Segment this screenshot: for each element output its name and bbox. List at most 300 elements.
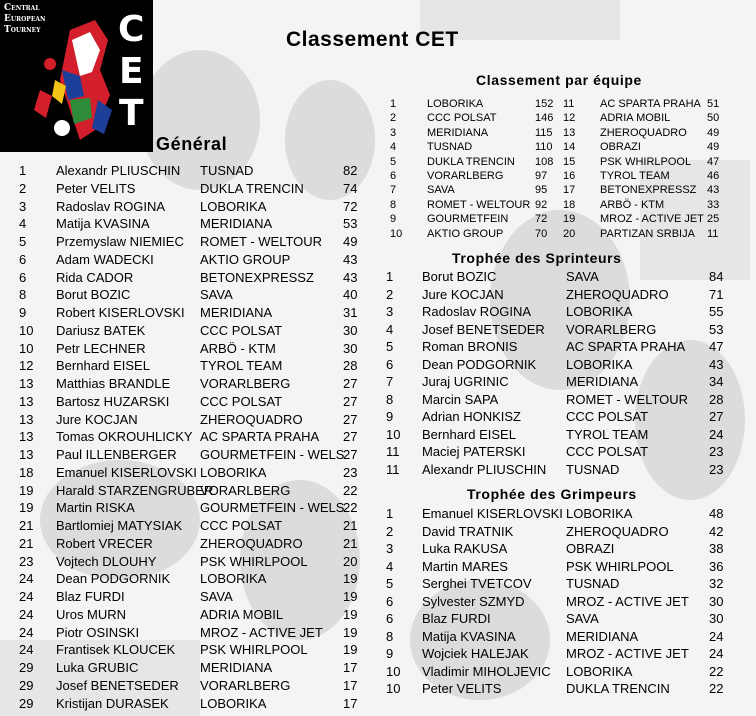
team-name-cell: MROZ - ACTIVE JET [566, 646, 689, 661]
team-name-cell: LOBORIKA [566, 304, 633, 319]
rider-name-cell: Alexandr PLIUSCHIN [56, 163, 181, 178]
points-cell: 17 [343, 695, 358, 711]
table-row [0, 464, 360, 482]
rank-cell: 10 [19, 340, 34, 356]
team-name-cell: CCC POLSAT [200, 393, 283, 409]
points-cell: 27 [343, 429, 358, 445]
rank-cell: 2 [386, 286, 394, 302]
table-row [386, 680, 726, 698]
points-cell: 53 [709, 321, 724, 337]
team-name-cell: MERIDIANA [200, 305, 273, 320]
rank-cell: 23 [19, 553, 34, 569]
points-cell: 23 [709, 444, 724, 459]
team-name-cell: ADRIA MOBIL [600, 112, 671, 125]
team-name-cell: SAVA [427, 184, 455, 197]
rank-cell: 6 [19, 269, 27, 285]
general-ranking-title: Général [156, 134, 228, 154]
table-row [390, 169, 730, 183]
rank-cell: 8 [19, 287, 27, 303]
table-row [390, 111, 730, 125]
rank-cell: 7 [386, 374, 394, 389]
rank-cell: 5 [386, 576, 394, 591]
team-name-cell: LOBORIKA [566, 663, 633, 679]
points-cell: 82 [343, 163, 358, 178]
rank-cell: 24 [19, 624, 34, 640]
team-name-cell: TYROL TEAM [200, 358, 283, 374]
logo-text-line3: Tourney [4, 25, 41, 35]
rank-cell: 12 [19, 358, 34, 374]
rank-cell: 3 [386, 541, 394, 556]
rank-cell: 10 [386, 681, 401, 696]
rank-cell: 4 [386, 558, 394, 574]
points-cell: 49 [707, 126, 720, 139]
rider-name-cell: Petr LECHNER [56, 340, 146, 356]
team-name-cell: SAVA [200, 287, 233, 303]
rank-cell: 10 [386, 663, 401, 679]
points-cell: 47 [707, 155, 720, 168]
rider-name-cell: Dariusz BATEK [56, 322, 146, 338]
rank-cell: 2 [386, 523, 394, 539]
points-cell: 72 [343, 198, 358, 214]
table-row [0, 535, 360, 553]
rider-name-cell: Peter VELITS [422, 681, 502, 696]
points-cell: 25 [707, 213, 720, 226]
table-row [386, 523, 726, 541]
rank-cell: 18 [563, 198, 576, 211]
team-name-cell: TUSNAD [427, 141, 473, 154]
points-cell: 24 [709, 628, 724, 644]
table-row [0, 180, 360, 198]
table-row [0, 641, 360, 659]
team-name-cell: CCC POLSAT [200, 322, 283, 338]
points-cell: 21 [343, 518, 358, 533]
team-name-cell: BETONEXPRESSZ [600, 184, 697, 197]
logo-letter-e: E [119, 51, 144, 92]
points-cell: 51 [707, 98, 720, 110]
logo-letter-c: C [118, 9, 145, 50]
points-cell: 47 [709, 339, 724, 354]
team-name-cell: DUKLA TRENCIN [566, 681, 670, 696]
rank-cell: 3 [19, 198, 27, 214]
points-cell: 17 [343, 677, 358, 693]
points-cell: 22 [709, 663, 724, 679]
points-cell: 30 [343, 322, 358, 338]
rider-name-cell: Emanuel KISERLOVSKI [56, 464, 197, 480]
page-title: Classement CET [286, 28, 459, 51]
rank-cell: 21 [19, 518, 34, 533]
table-row [0, 553, 360, 571]
table-row [390, 183, 730, 197]
rank-cell: 20 [563, 227, 576, 240]
points-cell: 152 [535, 98, 554, 110]
team-name-cell: GOURMETFEIN - WELS [200, 447, 345, 462]
rider-name-cell: Frantisek KLOUCEK [56, 642, 176, 658]
rider-name-cell: Jure KOCJAN [56, 411, 138, 427]
rank-cell: 1 [386, 269, 394, 284]
sprinters-table [386, 268, 726, 478]
rider-name-cell: Vladimir MIHOLJEVIC [422, 663, 551, 679]
rank-cell: 17 [563, 184, 576, 197]
team-name-cell: ARBÖ - KTM [200, 340, 276, 356]
rank-cell: 13 [563, 126, 576, 139]
points-cell: 27 [343, 393, 358, 409]
rank-cell: 10 [386, 426, 401, 442]
points-cell: 22 [343, 482, 358, 498]
points-cell: 40 [343, 287, 358, 303]
sprinters-trophy-title: Trophée des Sprinteurs [452, 250, 622, 266]
points-cell: 42 [709, 523, 724, 539]
rank-cell: 2 [19, 180, 27, 196]
team-name-cell: SAVA [566, 611, 599, 626]
logo-text-line2: European [4, 14, 46, 24]
points-cell: 27 [343, 376, 358, 391]
team-name-cell: LOBORIKA [566, 506, 633, 521]
team-name-cell: ZHEROQUADRO [566, 523, 669, 539]
team-name-cell: ZHEROQUADRO [600, 126, 687, 139]
rider-name-cell: Borut BOZIC [422, 269, 497, 284]
table-row [390, 126, 730, 140]
table-row [0, 446, 360, 464]
team-name-cell: GOURMETFEIN - WELS [200, 500, 345, 516]
rider-name-cell: Dean PODGORNIK [56, 571, 171, 587]
rank-cell: 1 [390, 98, 397, 110]
team-name-cell: VORARLBERG [200, 376, 291, 391]
points-cell: 22 [709, 681, 724, 696]
rank-cell: 19 [19, 500, 34, 516]
rank-cell: 6 [386, 356, 394, 372]
table-row [386, 286, 726, 304]
team-name-cell: BETONEXPRESSZ [200, 269, 314, 285]
rank-cell: 13 [19, 447, 34, 462]
rank-cell: 11 [386, 444, 400, 459]
rider-name-cell: Martin MARES [422, 558, 508, 574]
climbers-table [386, 505, 726, 698]
rider-name-cell: Borut BOZIC [56, 287, 131, 303]
rank-cell: 13 [19, 393, 34, 409]
rider-name-cell: Radoslav ROGINA [422, 304, 532, 319]
table-row [386, 663, 726, 681]
points-cell: 49 [707, 141, 720, 154]
points-cell: 28 [709, 391, 724, 407]
team-name-cell: DUKLA TRENCIN [200, 180, 304, 196]
team-name-cell: MROZ - ACTIVE JET [566, 593, 689, 609]
points-cell: 74 [343, 180, 358, 196]
rank-cell: 6 [390, 169, 397, 182]
rank-cell: 4 [19, 216, 27, 232]
rider-name-cell: Roman BRONIS [422, 339, 518, 354]
points-cell: 30 [343, 340, 358, 356]
team-name-cell: ROMET - WELTOUR [427, 198, 531, 211]
team-name-cell: PSK WHIRLPOOL [200, 553, 308, 569]
rider-name-cell: Rida CADOR [56, 269, 134, 285]
table-row [0, 659, 360, 677]
team-name-cell: AC SPARTA PRAHA [200, 429, 320, 445]
team-name-cell: MERIDIANA [566, 374, 639, 389]
rank-cell: 1 [19, 163, 27, 178]
table-row [386, 505, 726, 523]
team-name-cell: MROZ - ACTIVE JET [200, 624, 323, 640]
rider-name-cell: Tomas OKROUHLICKY [56, 429, 193, 445]
team-name-cell: VORARLBERG [427, 169, 504, 182]
rider-name-cell: Vojtech DLOUHY [56, 553, 157, 569]
points-cell: 19 [343, 606, 358, 622]
table-row [386, 628, 726, 646]
points-cell: 97 [535, 169, 548, 182]
team-name-cell: ZHEROQUADRO [566, 286, 669, 302]
table-row [0, 286, 360, 304]
rider-name-cell: Blaz FURDI [422, 611, 491, 626]
table-row [390, 212, 730, 226]
rank-cell: 5 [386, 339, 394, 354]
rider-name-cell: Kristijan DURASEK [56, 695, 169, 711]
rider-name-cell: Blaz FURDI [56, 589, 125, 604]
points-cell: 21 [343, 535, 358, 551]
points-cell: 33 [707, 198, 720, 211]
rider-name-cell: Adrian HONKISZ [422, 409, 521, 424]
rider-name-cell: Luka GRUBIC [56, 660, 139, 675]
rank-cell: 24 [19, 606, 34, 622]
rank-cell: 6 [386, 611, 394, 626]
points-cell: 19 [343, 589, 358, 604]
rider-name-cell: Bernhard EISEL [56, 358, 150, 374]
team-name-cell: ROMET - WELTOUR [200, 234, 323, 249]
rank-cell: 24 [19, 589, 34, 604]
logo-text-line1: Central [4, 3, 40, 13]
team-name-cell: AKTIO GROUP [427, 227, 504, 240]
rank-cell: 14 [563, 141, 576, 154]
rank-cell: 9 [386, 646, 394, 661]
team-name-cell: ADRIA MOBIL [200, 606, 284, 622]
rank-cell: 16 [563, 169, 576, 182]
points-cell: 95 [535, 184, 548, 197]
rank-cell: 15 [563, 155, 576, 168]
table-row [386, 303, 726, 321]
team-name-cell: ZHEROQUADRO [200, 535, 303, 551]
rider-name-cell: Jure KOCJAN [422, 286, 504, 302]
rank-cell: 21 [19, 535, 34, 551]
team-name-cell: PSK WHIRLPOOL [200, 642, 308, 658]
points-cell: 72 [535, 213, 548, 226]
rider-name-cell: Maciej PATERSKI [422, 444, 526, 459]
rank-cell: 11 [386, 461, 400, 477]
table-row [0, 428, 360, 446]
team-name-cell: LOBORIKA [200, 695, 267, 711]
points-cell: 46 [707, 169, 720, 182]
rank-cell: 6 [386, 593, 394, 609]
points-cell: 43 [707, 184, 720, 197]
team-name-cell: VORARLBERG [200, 677, 291, 693]
team-name-cell: CCC POLSAT [566, 444, 649, 459]
rider-name-cell: Przemyslaw NIEMIEC [56, 234, 184, 249]
team-name-cell: OBRAZI [566, 541, 615, 556]
table-row [386, 321, 726, 339]
table-row [386, 408, 726, 426]
points-cell: 19 [343, 571, 358, 587]
points-cell: 53 [343, 216, 358, 232]
table-row [390, 97, 730, 111]
points-cell: 19 [343, 624, 358, 640]
rider-name-cell: Marcin SAPA [422, 391, 499, 407]
team-name-cell: TYROL TEAM [600, 169, 670, 182]
team-name-cell: TUSNAD [566, 576, 620, 591]
points-cell: 43 [343, 251, 358, 267]
rider-name-cell: Emanuel KISERLOVSKI [422, 506, 563, 521]
rank-cell: 4 [386, 321, 394, 337]
team-name-cell: MERIDIANA [200, 216, 273, 232]
points-cell: 27 [343, 447, 358, 462]
table-row [0, 411, 360, 429]
team-name-cell: DUKLA TRENCIN [427, 155, 515, 168]
rider-name-cell: David TRATNIK [422, 523, 514, 539]
points-cell: 32 [709, 576, 724, 591]
table-row [0, 677, 360, 695]
rider-name-cell: Harald STARZENGRUBER [56, 482, 214, 498]
points-cell: 22 [343, 500, 358, 516]
rank-cell: 8 [386, 628, 394, 644]
rider-name-cell: Josef BENETSEDER [56, 677, 179, 693]
points-cell: 43 [343, 269, 358, 285]
table-row [386, 356, 726, 374]
rank-cell: 24 [19, 642, 34, 658]
cet-logo [0, 0, 153, 152]
points-cell: 84 [709, 269, 724, 284]
rider-name-cell: Josef BENETSEDER [422, 321, 545, 337]
rider-name-cell: Peter VELITS [56, 180, 136, 196]
rank-cell: 10 [390, 227, 403, 240]
team-name-cell: PSK WHIRLPOOL [600, 155, 692, 168]
table-row [386, 373, 726, 391]
rank-cell: 7 [390, 184, 397, 197]
team-name-cell: GOURMETFEIN [427, 213, 509, 226]
rank-cell: 5 [19, 234, 27, 249]
team-name-cell: CCC POLSAT [200, 518, 283, 533]
table-row [0, 304, 360, 322]
points-cell: 17 [343, 660, 358, 675]
rank-cell: 29 [19, 660, 34, 675]
points-cell: 50 [707, 112, 720, 125]
points-cell: 28 [343, 358, 358, 374]
rank-cell: 5 [390, 155, 397, 168]
general-ranking-table [0, 162, 360, 712]
points-cell: 34 [709, 374, 724, 389]
table-row [386, 540, 726, 558]
team-name-cell: MERIDIANA [566, 628, 639, 644]
points-cell: 31 [343, 305, 358, 320]
points-cell: 23 [343, 464, 358, 480]
team-name-cell: TUSNAD [200, 163, 254, 178]
points-cell: 43 [709, 356, 724, 372]
team-name-cell: VORARLBERG [566, 321, 657, 337]
points-cell: 30 [709, 593, 724, 609]
points-cell: 20 [343, 553, 358, 569]
rank-cell: 8 [390, 198, 397, 211]
table-row [0, 162, 360, 180]
rank-cell: 9 [19, 305, 27, 320]
table-row [386, 575, 726, 593]
table-row [386, 268, 726, 286]
points-cell: 70 [535, 227, 548, 240]
points-cell: 49 [343, 234, 358, 249]
rank-cell: 13 [19, 429, 34, 445]
table-row [390, 155, 730, 169]
points-cell: 23 [709, 461, 724, 477]
points-cell: 36 [709, 558, 724, 574]
points-cell: 55 [709, 304, 724, 319]
rider-name-cell: Piotr OSINSKI [56, 624, 140, 640]
logo-letter-t: T [119, 93, 144, 134]
table-row [386, 391, 726, 409]
rider-name-cell: Luka RAKUSA [422, 541, 508, 556]
team-name-cell: TYROL TEAM [566, 426, 649, 442]
team-name-cell: OBRAZI [600, 141, 641, 154]
points-cell: 146 [535, 112, 554, 125]
points-cell: 48 [709, 506, 724, 521]
rank-cell: 1 [386, 506, 394, 521]
table-row [386, 461, 726, 479]
table-row [0, 482, 360, 500]
team-name-cell: VORARLBERG [200, 482, 291, 498]
rider-name-cell: Uros MURN [56, 606, 127, 622]
rider-name-cell: Matija KVASINA [422, 628, 516, 644]
rank-cell: 2 [390, 112, 397, 125]
rank-cell: 10 [19, 322, 34, 338]
team-name-cell: CCC POLSAT [427, 112, 497, 125]
table-row [0, 233, 360, 251]
team-name-cell: MERIDIANA [200, 660, 273, 675]
table-row [0, 357, 360, 375]
rider-name-cell: Radoslav ROGINA [56, 198, 166, 214]
team-name-cell: ARBÖ - KTM [600, 198, 665, 211]
table-row [386, 593, 726, 611]
rider-name-cell: Bartlomiej MATYSIAK [56, 518, 183, 533]
rider-name-cell: Serghei TVETCOV [422, 576, 532, 591]
team-name-cell: ZHEROQUADRO [200, 411, 303, 427]
points-cell: 24 [709, 426, 724, 442]
team-name-cell: AC SPARTA PRAHA [600, 98, 701, 110]
rider-name-cell: Bernhard EISEL [422, 426, 516, 442]
table-row [0, 215, 360, 233]
team-ranking-title: Classement par équipe [476, 72, 642, 88]
table-row [0, 624, 360, 642]
table-row [0, 499, 360, 517]
points-cell: 38 [709, 541, 724, 556]
team-name-cell: AC SPARTA PRAHA [566, 339, 686, 354]
rider-name-cell: Matthias BRANDLE [56, 376, 171, 391]
table-row [386, 558, 726, 576]
table-row [390, 227, 730, 241]
rank-cell: 29 [19, 677, 34, 693]
table-row [0, 695, 360, 713]
team-name-cell: PSK WHIRLPOOL [566, 558, 674, 574]
rider-name-cell: Matija KVASINA [56, 216, 150, 232]
rank-cell: 4 [390, 141, 397, 154]
table-row [0, 393, 360, 411]
team-name-cell: MERIDIANA [427, 126, 489, 139]
rank-cell: 13 [19, 376, 34, 391]
table-row [0, 517, 360, 535]
points-cell: 71 [709, 286, 724, 302]
rider-name-cell: Adam WADECKI [56, 251, 154, 267]
points-cell: 30 [709, 611, 724, 626]
rank-cell: 3 [390, 126, 397, 139]
team-name-cell: SAVA [200, 589, 233, 604]
table-row [0, 251, 360, 269]
rider-name-cell: Alexandr PLIUSCHIN [422, 461, 547, 477]
points-cell: 108 [535, 155, 554, 168]
points-cell: 24 [709, 646, 724, 661]
team-name-cell: ROMET - WELTOUR [566, 391, 689, 407]
points-cell: 19 [343, 642, 358, 658]
